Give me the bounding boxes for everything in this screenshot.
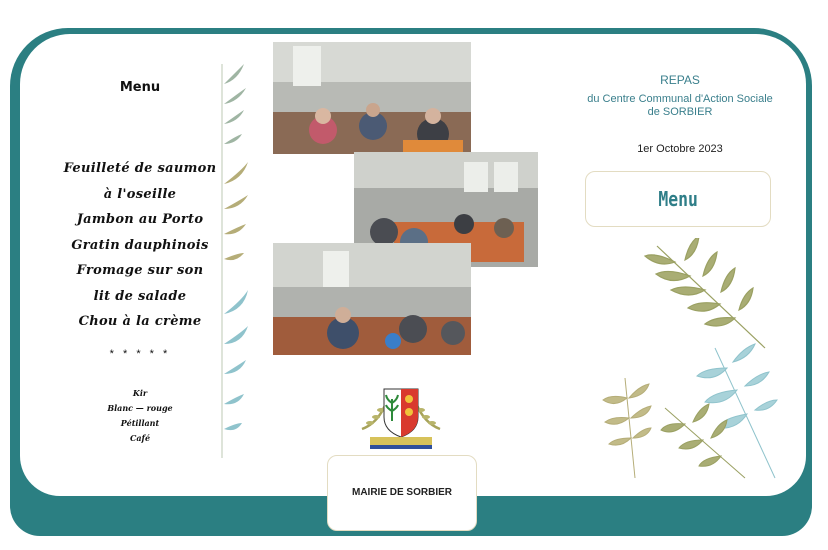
event-date: 1er Octobre 2023 bbox=[637, 143, 723, 155]
event-town: de SORBIER bbox=[647, 106, 713, 118]
mairie-label: MAIRIE DE SORBIER bbox=[351, 487, 452, 498]
dish-item: Gratin dauphinois bbox=[71, 237, 209, 253]
drink-item: Pétillant bbox=[120, 418, 160, 428]
dish-item: Fromage sur son bbox=[76, 263, 204, 278]
drink-item: Blanc — rouge bbox=[107, 403, 173, 413]
leaf-divider-icon bbox=[218, 64, 252, 458]
coat-of-arms-icon bbox=[360, 385, 442, 455]
event-organizer: du Centre Communal d'Action Sociale bbox=[587, 93, 773, 105]
dining-hall-photo-1 bbox=[273, 42, 471, 154]
dish-item: à l'oseille bbox=[103, 186, 177, 202]
menu-heading: Menu bbox=[119, 80, 161, 95]
menu-label: Menu bbox=[658, 187, 698, 211]
dish-item: lit de salade bbox=[93, 288, 187, 304]
drink-item: Kir bbox=[132, 388, 148, 398]
dish-list bbox=[50, 156, 230, 335]
event-title: REPAS bbox=[660, 73, 700, 87]
dish-item: Chou à la crème bbox=[78, 314, 202, 329]
event-header bbox=[585, 74, 775, 119]
dining-hall-photo-3 bbox=[273, 243, 471, 355]
drink-item: Café bbox=[129, 433, 151, 443]
mairie-box bbox=[327, 455, 477, 531]
separator-stars: * * * * * bbox=[109, 348, 171, 360]
menu-label-box bbox=[585, 171, 771, 227]
dish-item: Feuilleté de saumon bbox=[63, 161, 217, 176]
drinks-list bbox=[90, 386, 190, 446]
dish-item: Jambon au Porto bbox=[76, 212, 204, 227]
leaf-decoration-icon bbox=[595, 238, 780, 488]
